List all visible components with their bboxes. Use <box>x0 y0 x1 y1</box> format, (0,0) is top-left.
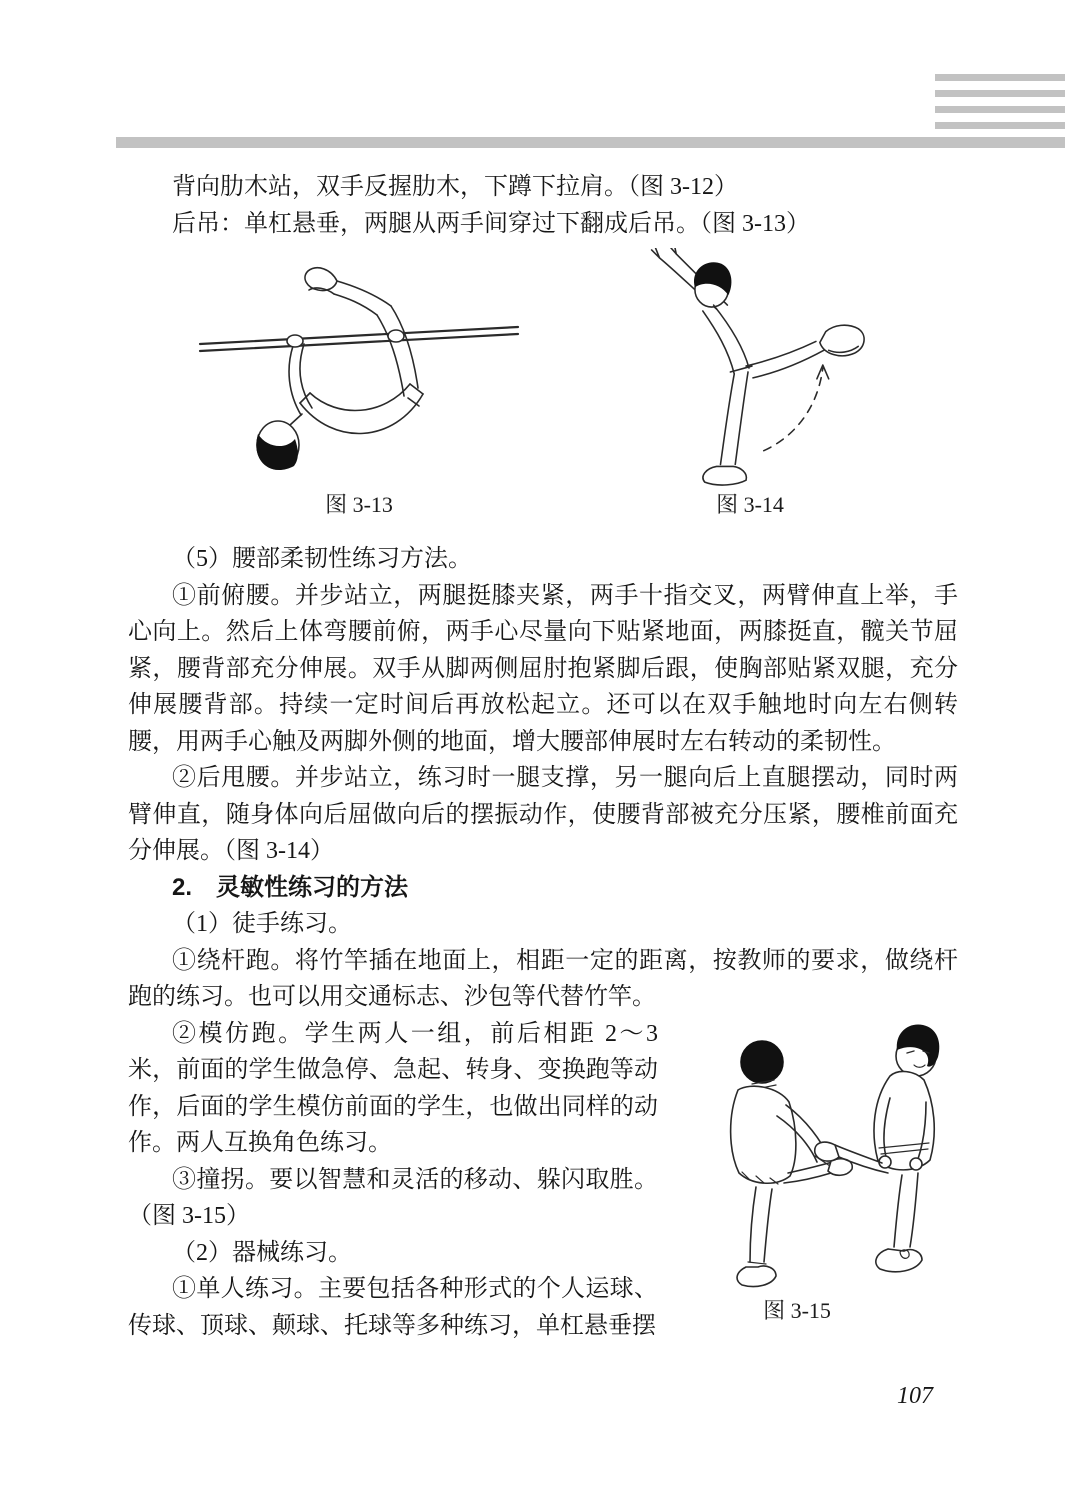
header-stripes <box>935 74 1065 138</box>
header-rule-bar <box>116 137 1065 148</box>
figure-3-15 <box>676 1010 998 1324</box>
figure-3-13 <box>198 248 520 518</box>
figure-3-13-illustration <box>198 248 520 492</box>
apparatus-subheading: （2）器械练习。 <box>172 1239 352 1266</box>
freehand-subheading: （1）徒手练习。 <box>172 911 352 937</box>
flexibility-para-1: ①前俯腰。并步站立，两腿挺膝夹紧，两手十指交叉，两臂伸直上举，手心向上。然后上体弯腰前俯，两手心尽量向下贴紧地面，两膝挺直，髋关节屈紧，腰背部充分伸展。双手从脚两侧屈肘抱紧脚后跟，使胸部贴紧双腿，充分伸展腰背部。持续一定时间后再放松起立。还可以在双手触地时向左右侧转腰，用两手心触及两脚外侧的地面，增大腰部伸展时左右转动的柔韧性。 <box>128 582 958 755</box>
header-stripe <box>935 122 1065 129</box>
apparatus-para-1: ①单人练习。主要包括各种形式的个人运球、传球、顶球、颠球、托球等多种练习，单杠悬垂摆 <box>128 1276 658 1339</box>
figure-3-13-caption: 图 3-13 <box>325 492 393 517</box>
freehand-para-2: ②模仿跑。学生两人一组，前后相距 2～3 米，前面的学生做急停、急起、转身、变换跑等动作，后面的学生模仿前面的学生，也做出同样的动作。两人互换角色练习。 <box>128 1020 658 1156</box>
agility-section-heading: 2. 灵敏性练习的方法 <box>172 873 409 901</box>
page-number: 107 <box>897 1383 933 1409</box>
freehand-para-1: ①绕杆跑。将竹竿插在地面上，相距一定的距离，按教师的要求，做绕杆跑的练习。也可以用交通标志、沙包等代替竹竿。 <box>128 947 958 1010</box>
header-stripe <box>935 74 1065 81</box>
freehand-para-3: ③撞拐。要以智慧和灵活的移动、躲闪取胜。（图 3-15） <box>128 1166 658 1229</box>
intro-line-1: 背向肋木站，双手反握肋木，下蹲下拉肩。（图 3-12） <box>172 174 738 200</box>
figure-3-14-caption: 图 3-14 <box>716 492 784 517</box>
flexibility-para-2: ②后甩腰。并步站立，练习时一腿支撑，另一腿向后上直腿摆动，同时两臂伸直，随身体向后屈做向后的摆振动作，使腰背部被充分压紧，腰椎前面充分伸展。（图 3-14） <box>128 765 958 864</box>
figures-row <box>128 242 958 541</box>
figure-3-15-illustration <box>676 1010 998 1298</box>
header-stripe <box>935 106 1065 113</box>
header-stripe <box>935 90 1065 97</box>
figure-3-14-illustration <box>616 248 884 492</box>
page-content <box>128 169 958 1344</box>
figure-3-14 <box>616 248 884 518</box>
figure-3-15-caption: 图 3-15 <box>763 1297 831 1323</box>
intro-line-2: 后吊：单杠悬垂，两腿从两手间穿过下翻成后吊。（图 3-13） <box>172 210 810 237</box>
flexibility-heading: （5）腰部柔韧性练习方法。 <box>172 546 472 572</box>
